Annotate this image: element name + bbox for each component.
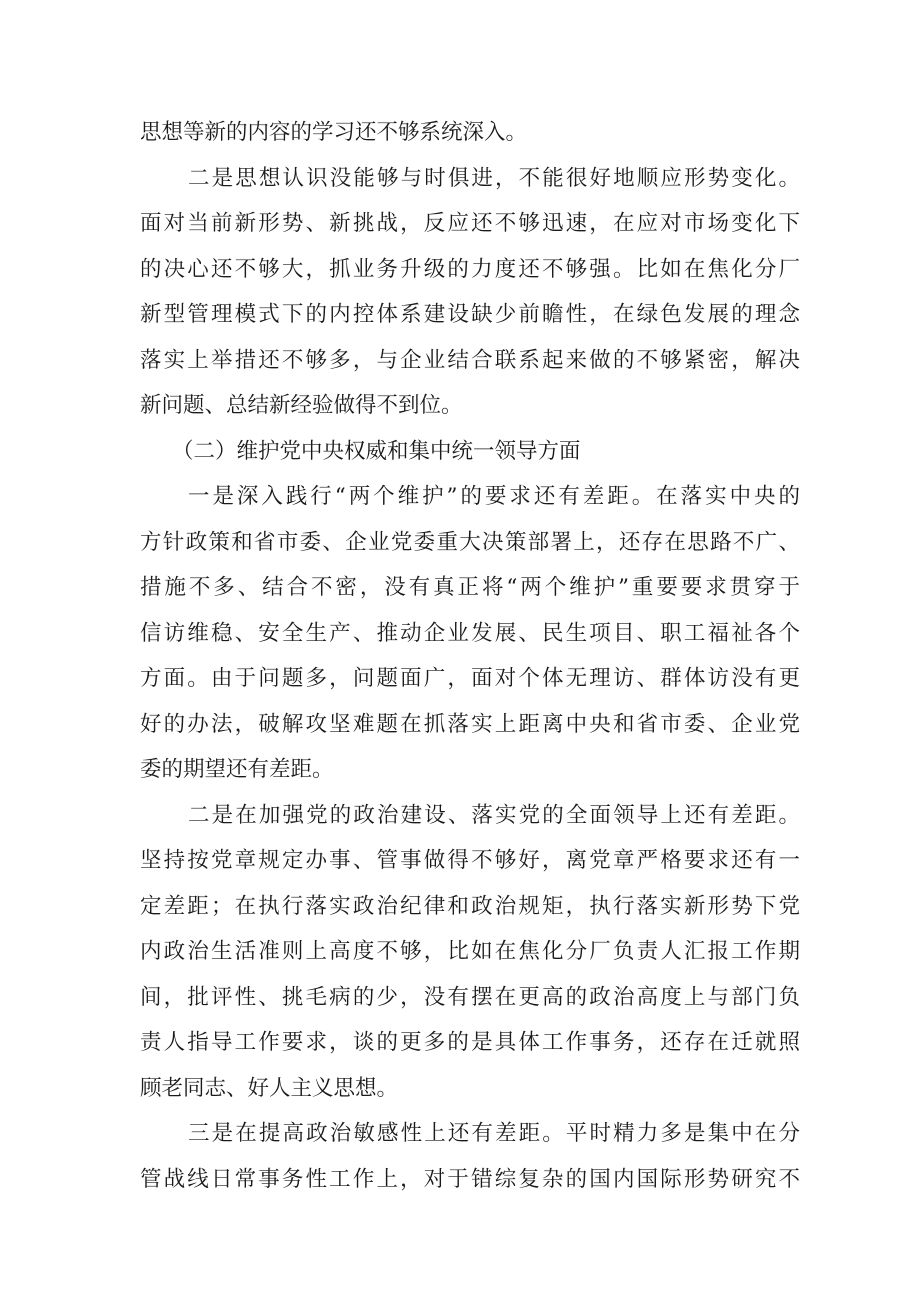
text-line: 三是在提高政治敏感性上还有差距。平时精力多是集中在分 xyxy=(188,1121,800,1146)
text-line: 方面。由于问题多，问题面广，面对个体无理访、群体访没有更 xyxy=(140,666,800,691)
text-line: 管战线日常事务性工作上，对于错综复杂的国内国际形势研究不 xyxy=(140,1166,800,1192)
text-line: 好的办法，破解攻坚难题在抓落实上距离中央和省市委、企业党 xyxy=(140,711,800,737)
text-line: 面对当前新形势、新挑战，反应还不够迅速，在应对市场变化下 xyxy=(140,211,800,236)
document-body xyxy=(140,110,800,1202)
text-line: 二是思想认识没能够与时俱进，不能很好地顺应形势变化。 xyxy=(188,165,800,191)
text-line: 一是深入践行“两个维护”的要求还有差距。在落实中央的 xyxy=(188,484,800,509)
text-line: 信访维稳、安全生产、推动企业发展、民生项目、职工福祉各个 xyxy=(140,620,800,646)
text-line: 内政治生活准则上高度不够，比如在焦化分厂负责人汇报工作期 xyxy=(140,939,800,964)
text-line: 新问题、总结新经验做得不到位。 xyxy=(140,393,463,418)
text-line: 顾老同志、好人主义思想。 xyxy=(140,1075,399,1101)
text-line: 责人指导工作要求，谈的更多的是具体工作事务，还存在迁就照 xyxy=(140,1030,800,1055)
text-line: 二是在加强党的政治建设、落实党的全面领导上还有差距。 xyxy=(188,802,800,828)
text-line: 间，批评性、挑毛病的少，没有摆在更高的政治高度上与部门负 xyxy=(140,984,800,1010)
text-line: 方针政策和省市委、企业党委重大决策部署上，还存在思路不广、 xyxy=(140,529,800,555)
section-heading: （二）维护党中央权威和集中统一领导方面 xyxy=(172,438,581,464)
text-line: 坚持按党章规定办事、管事做得不够好，离党章严格要求还有一 xyxy=(140,848,800,873)
text-line: 新型管理模式下的内控体系建设缺少前瞻性，在绿色发展的理念 xyxy=(140,302,800,327)
text-line: 委的期望还有差距。 xyxy=(140,757,334,782)
text-line: 思想等新的内容的学习还不够系统深入。 xyxy=(140,120,528,145)
text-line: 落实上举措还不够多，与企业结合联系起来做的不够紧密，解决 xyxy=(140,347,800,373)
text-line: 措施不多、结合不密，没有真正将“两个维护”重要要求贯穿于 xyxy=(140,575,800,600)
text-line: 定差距；在执行落实政治纪律和政治规矩，执行落实新形势下党 xyxy=(140,893,800,919)
text-line: 的决心还不够大，抓业务升级的力度还不够强。比如在焦化分厂 xyxy=(140,256,800,282)
